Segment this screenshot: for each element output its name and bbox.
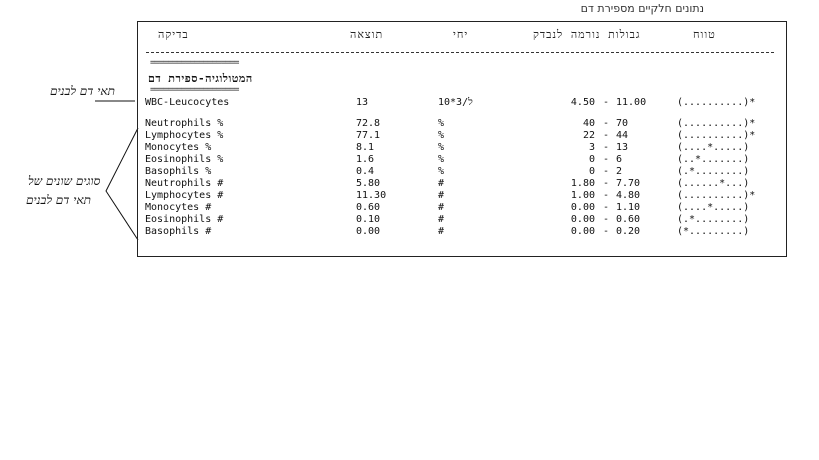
test-unit: % bbox=[438, 142, 445, 153]
test-name: Neutrophils % bbox=[145, 118, 224, 129]
section-title: המטולוגיה-ספירת דם bbox=[148, 72, 253, 85]
normal-low: 0.00 bbox=[570, 214, 595, 225]
header-divider bbox=[146, 52, 774, 53]
header-normal-limits: גבולות נורמה לנבדק bbox=[533, 28, 641, 41]
test-result: 0.60 bbox=[356, 202, 381, 213]
range-dash: - bbox=[602, 154, 610, 165]
normal-low: 3 bbox=[588, 142, 595, 153]
normal-low: 1.80 bbox=[570, 178, 595, 189]
range-dash: - bbox=[602, 166, 610, 177]
types-handwritten-note-line2: תאי דם לבנים bbox=[26, 193, 91, 207]
table-row bbox=[138, 154, 786, 166]
range-dash: - bbox=[602, 178, 610, 189]
range-dash: - bbox=[602, 202, 610, 213]
section-ruler-top: ==================== bbox=[150, 58, 239, 68]
range-dash: - bbox=[602, 142, 610, 153]
test-unit: # bbox=[438, 214, 445, 225]
range-indicator: (......*...) bbox=[677, 178, 750, 189]
test-result: 72.8 bbox=[356, 118, 381, 129]
normal-high: 7.70 bbox=[616, 178, 641, 189]
normal-low: 40 bbox=[582, 118, 595, 129]
normal-low: 1.00 bbox=[570, 190, 595, 201]
range-indicator: (.*........) bbox=[677, 166, 750, 177]
table-row bbox=[138, 214, 786, 226]
types-bracket-line bbox=[106, 128, 138, 240]
table-row bbox=[138, 226, 786, 238]
table-row bbox=[138, 130, 786, 142]
normal-high: 2 bbox=[616, 166, 623, 177]
range-indicator: (*.........) bbox=[677, 226, 750, 237]
wbc-handwritten-note: תאי דם לבנים bbox=[50, 84, 115, 98]
normal-high: 4.80 bbox=[616, 190, 641, 201]
test-result: 0.00 bbox=[356, 226, 381, 237]
table-row bbox=[138, 97, 786, 109]
test-name: Monocytes % bbox=[145, 142, 212, 153]
normal-high: 1.10 bbox=[616, 202, 641, 213]
test-unit: # bbox=[438, 178, 445, 189]
range-indicator: (..........)* bbox=[677, 130, 756, 141]
range-indicator: (..........)* bbox=[677, 190, 756, 201]
range-dash: - bbox=[602, 226, 610, 237]
test-name: Lymphocytes % bbox=[145, 130, 224, 141]
normal-high: 6 bbox=[616, 154, 623, 165]
normal-low: 0.00 bbox=[570, 226, 595, 237]
header-unit: יחי bbox=[453, 28, 469, 41]
test-unit: % bbox=[438, 154, 445, 165]
normal-low: 22 bbox=[582, 130, 595, 141]
test-name: Basophils # bbox=[145, 226, 212, 237]
normal-low: 0 bbox=[588, 154, 595, 165]
test-result: 8.1 bbox=[356, 142, 375, 153]
normal-high: 11.00 bbox=[616, 97, 647, 108]
types-handwritten-note-line1: סוגים שונים של bbox=[28, 174, 101, 188]
test-name: WBC-Leucocytes bbox=[145, 97, 230, 108]
normal-low: 0.00 bbox=[570, 202, 595, 213]
range-dash: - bbox=[602, 190, 610, 201]
header-range: טווח bbox=[693, 28, 716, 41]
test-result: 77.1 bbox=[356, 130, 381, 141]
blood-count-report bbox=[137, 21, 787, 257]
range-dash: - bbox=[602, 130, 610, 141]
test-name: Neutrophils # bbox=[145, 178, 224, 189]
test-result: 13 bbox=[356, 97, 369, 108]
normal-high: 0.20 bbox=[616, 226, 641, 237]
report-caption: נתונים חלקיים מספירת דם bbox=[580, 2, 704, 15]
test-result: 1.6 bbox=[356, 154, 375, 165]
range-dash: - bbox=[602, 118, 610, 129]
test-unit: 10*3/ל bbox=[438, 97, 473, 108]
test-name: Basophils % bbox=[145, 166, 212, 177]
header-result: תוצאה bbox=[350, 28, 384, 41]
range-indicator: (....*.....) bbox=[677, 142, 750, 153]
table-row bbox=[138, 118, 786, 130]
normal-low: 0 bbox=[588, 166, 595, 177]
normal-high: 13 bbox=[616, 142, 629, 153]
range-dash: - bbox=[602, 214, 610, 225]
test-result: 11.30 bbox=[356, 190, 387, 201]
test-unit: % bbox=[438, 166, 445, 177]
test-name: Eosinophils % bbox=[145, 154, 224, 165]
test-unit: # bbox=[438, 226, 445, 237]
test-unit: # bbox=[438, 190, 445, 201]
table-row bbox=[138, 166, 786, 178]
table-row bbox=[138, 142, 786, 154]
table-row bbox=[138, 202, 786, 214]
range-indicator: (.*........) bbox=[677, 214, 750, 225]
test-name: Lymphocytes # bbox=[145, 190, 224, 201]
test-result: 5.80 bbox=[356, 178, 381, 189]
range-indicator: (..........)* bbox=[677, 97, 756, 108]
test-result: 0.4 bbox=[356, 166, 375, 177]
table-row bbox=[138, 190, 786, 202]
range-indicator: (..*.......) bbox=[677, 154, 750, 165]
header-test: בדיקה bbox=[158, 28, 189, 41]
test-unit: % bbox=[438, 130, 445, 141]
test-name: Monocytes # bbox=[145, 202, 212, 213]
normal-high: 70 bbox=[616, 118, 629, 129]
test-result: 0.10 bbox=[356, 214, 381, 225]
range-indicator: (....*.....) bbox=[677, 202, 750, 213]
range-indicator: (..........)* bbox=[677, 118, 756, 129]
normal-high: 44 bbox=[616, 130, 629, 141]
section-ruler-bottom: ==================== bbox=[150, 85, 239, 95]
test-unit: # bbox=[438, 202, 445, 213]
normal-low: 4.50 bbox=[570, 97, 595, 108]
range-dash: - bbox=[602, 97, 610, 108]
test-unit: % bbox=[438, 118, 445, 129]
test-name: Eosinophils # bbox=[145, 214, 224, 225]
normal-high: 0.60 bbox=[616, 214, 641, 225]
table-row bbox=[138, 178, 786, 190]
